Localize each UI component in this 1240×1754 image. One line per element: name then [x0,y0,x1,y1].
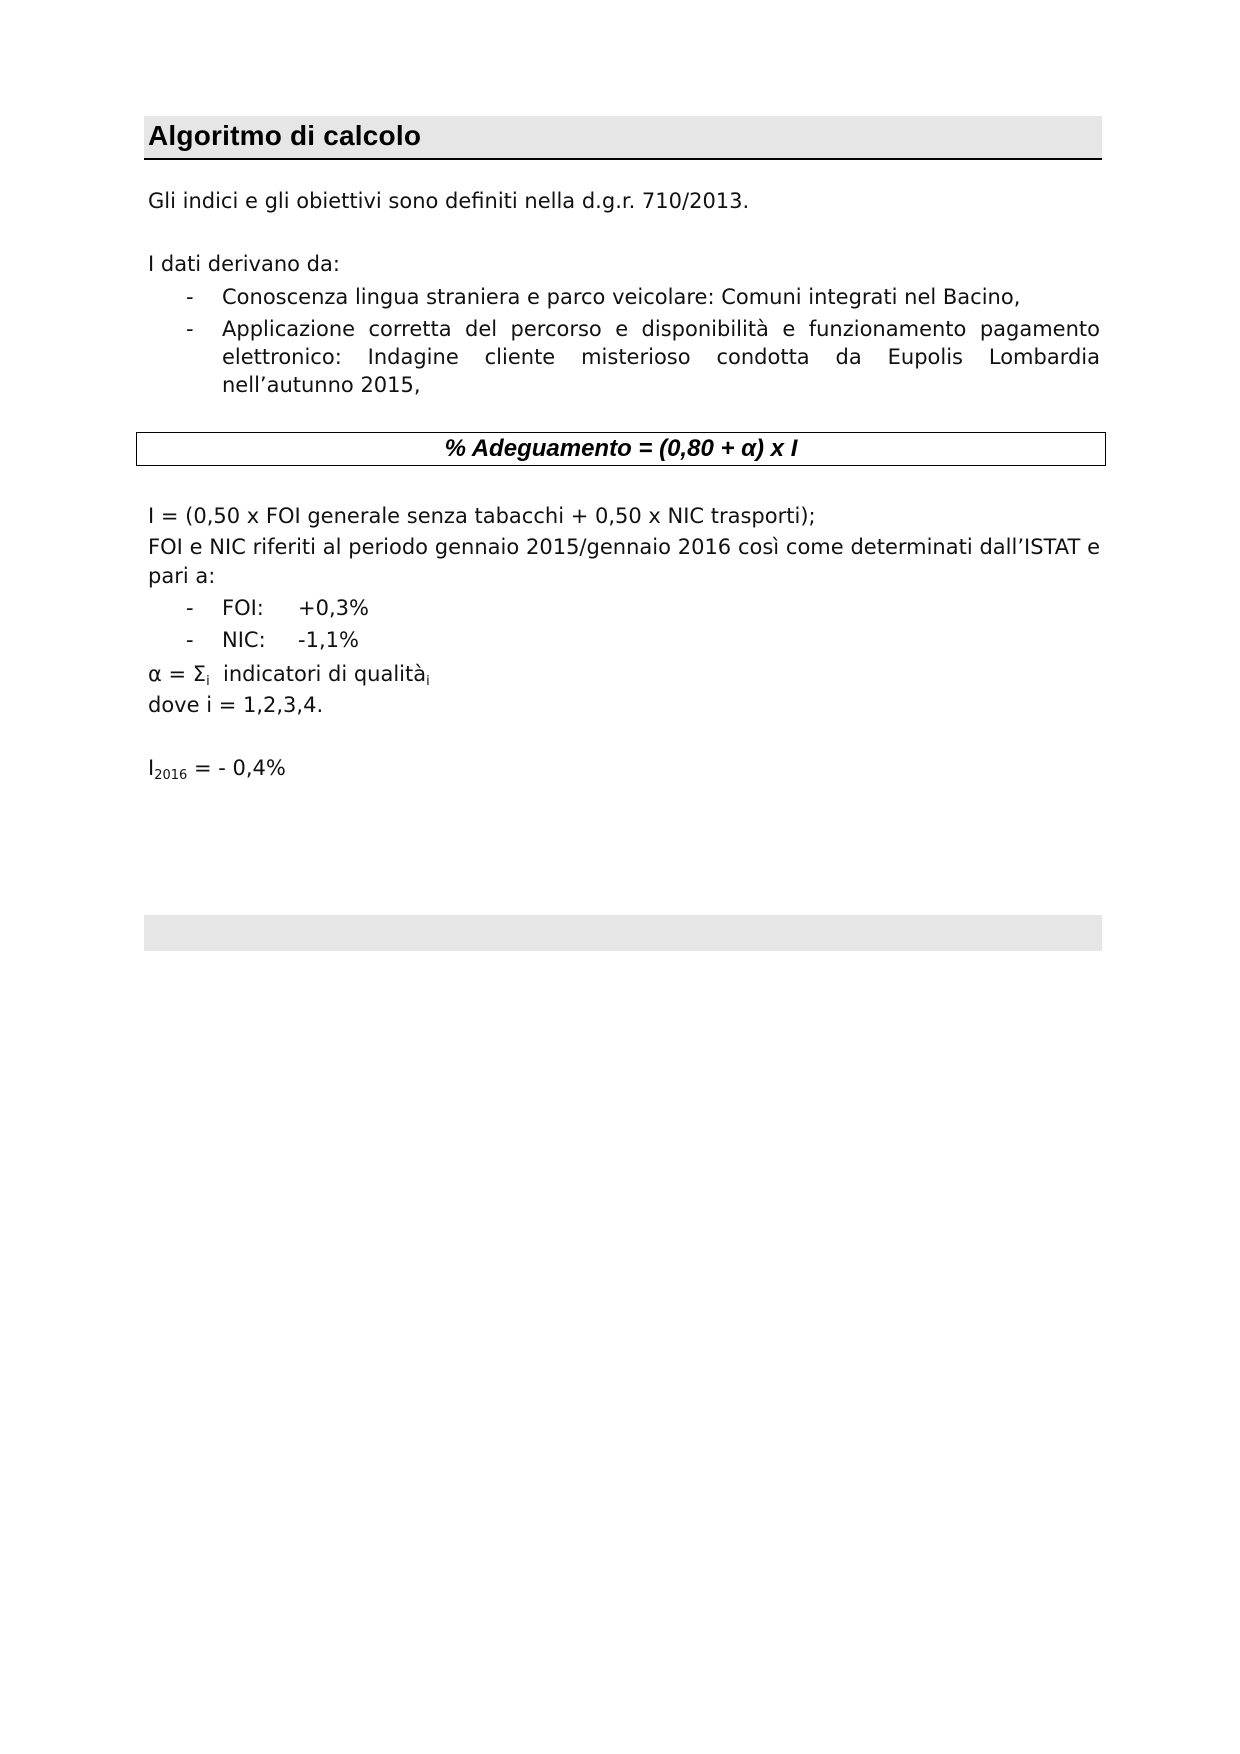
footer-band [144,915,1102,951]
section-title: Algoritmo di calcolo [148,120,422,151]
index-value: -1,1% [298,628,359,652]
alpha-sub-2: i [426,674,430,689]
list-item [148,626,1100,654]
source-text: Conoscenza lingua straniera e parco veicolare: Comuni integrati nel Bacino, [222,285,1021,309]
sources-list [148,283,1100,399]
result-symbol: I [148,756,155,780]
alpha-mid: indicatori di qualità [209,662,427,686]
definition-line-1: I = (0,50 x FOI generale senza tabacchi + 0,50 x NIC trasporti); [148,504,816,528]
intro-line-1: Gli indici e gli obiettivi sono definiti nella d.g.r. 710/2013. [148,189,750,213]
list-item [148,594,1100,622]
result-sub: 2016 [154,768,188,783]
result-value: = - 0,4% [187,756,286,780]
alpha-prefix: α = Σ [148,662,207,686]
section-heading [144,116,1102,160]
index-label: FOI: [222,596,264,620]
definition-line-3: pari a: [148,564,216,588]
dash-bullet: - [186,628,194,652]
formula-box [136,432,1106,466]
indices-list [148,594,1100,654]
dash-bullet: - [186,317,194,341]
intro-line-2: I dati derivano da: [148,252,340,276]
list-item [148,315,1100,399]
index-value: +0,3% [298,596,369,620]
index-label: NIC: [222,628,266,652]
dash-bullet: - [186,596,194,620]
list-item [148,283,1100,311]
dash-bullet: - [186,285,194,309]
source-text: Applicazione corretta del percorso e disponibilità e funzionamento pagamento elettronico: Indagine cliente misterioso condotta da Eupolis Lombardia nell’autunno 2015, [222,317,1100,397]
alpha-range: dove i = 1,2,3,4. [148,693,324,717]
result-line [148,754,286,790]
formula-text: % Adeguamento = (0,80 + α) x I [444,435,798,462]
alpha-sub-1: i [206,674,210,689]
definition-line-2: FOI e NIC riferiti al periodo gennaio 2015/gennaio 2016 così come determinati dall’ISTAT e [148,535,1100,559]
